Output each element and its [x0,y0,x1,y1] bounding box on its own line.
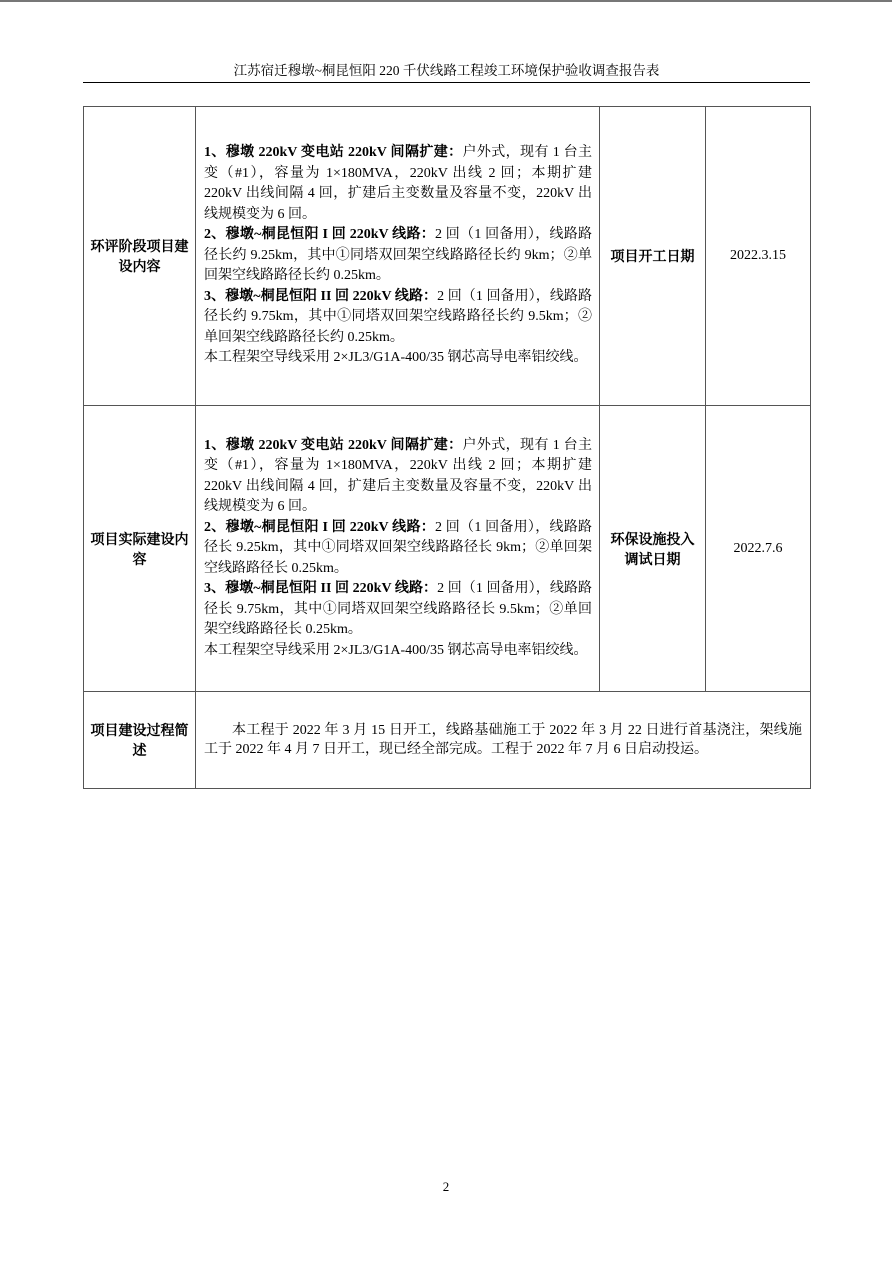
page-number: 2 [442,1179,450,1194]
content-item [204,143,592,225]
commissioning-date-label: 环保设施投入调试日期 [600,406,706,692]
content-item-text: 户外式，现有 1 台主变（#1），容量为 1×180MVA，220kV 出线 2 回；本期扩建 220kV 出线间隔 4 回，扩建后主变数量及容量不变，220kV 出线规模变为 6 回。 [204,437,592,515]
content-item-text: 2 回（1 回备用），线路路径长约 9.25km，其中①同塔双回架空线路路径长约 9km；②单回架空线路路径长约 0.25km。 [204,227,593,284]
actual-content-label: 项目实际建设内容 [84,406,196,692]
content-item-text: 2 回（1 回备用），线路路径长约 9.75km，其中①同塔双回架空线路路径长约 9.5km；②单回架空线路路径长约 0.25km。 [204,288,592,345]
content-item-heading: 1、穆墩 220kV 变电站 220kV 间隔扩建： [204,145,463,161]
content-item [204,641,592,662]
content-item-text: 2 回（1 回备用），线路路径长 9.75km，其中①同塔双回架空线路路径长 9.5km；②单回架空线路路径长 0.25km。 [204,581,592,638]
summary-label: 项目建设过程简述 [84,692,196,789]
content-item [204,436,592,518]
content-item-heading: 3、穆墩~桐昆恒阳 II 回 220kV 线路： [204,581,438,597]
content-item [204,348,592,369]
content-item-text: 本工程架空导线采用 2×JL3/G1A-400/35 钢芯高导电率铝绞线。 [204,350,588,366]
start-date-value: 2022.3.15 [706,107,811,406]
table-row-summary [84,692,811,789]
summary-cell [196,692,811,789]
content-item [204,287,592,349]
report-table [83,106,811,789]
content-item-heading: 3、穆墩~桐昆恒阳 II 回 220kV 线路： [204,288,438,304]
header-divider [83,82,810,83]
page-top-border [0,0,892,2]
commissioning-date-value: 2022.7.6 [706,406,811,692]
content-item-heading: 1、穆墩 220kV 变电站 220kV 间隔扩建： [204,437,463,453]
content-item [204,518,592,580]
content-item-text: 本工程架空导线采用 2×JL3/G1A-400/35 钢芯高导电率铝绞线。 [204,642,588,658]
content-item [204,579,592,641]
table-row-eia-content [84,107,811,406]
content-item-text: 2 回（1 回备用），线路路径长 9.25km，其中①同塔双回架空线路路径长 9km；②单回架空线路路径长 0.25km。 [204,519,593,576]
table-row-actual-content [84,406,811,692]
eia-content-cell [196,107,600,406]
actual-content-cell [196,406,600,692]
start-date-label: 项目开工日期 [600,107,706,406]
summary-text: 本工程于 2022 年 3 月 15 日开工，线路基础施工于 2022 年 3 月 22 日进行首基浇注，架线施工于 2022 年 4 月 7 日开工，现已经全部完成。工程于 2022 年 7 月 6 日启动投运。 [204,723,802,757]
eia-content-label: 环评阶段项目建设内容 [84,107,196,406]
content-item-text: 户外式，现有 1 台主变（#1），容量为 1×180MVA，220kV 出线 2 回；本期扩建 220kV 出线间隔 4 回，扩建后主变数量及容量不变，220kV 出线规模变为 6 回。 [204,145,592,222]
content-item-heading: 2、穆墩~桐昆恒阳 I 回 220kV 线路： [204,227,436,243]
report-header-title: 江苏宿迁穆墩~桐昆恒阳 220 千伏线路工程竣工环境保护验收调查报告表 [233,63,660,78]
content-item [204,225,592,287]
content-item-heading: 2、穆墩~桐昆恒阳 I 回 220kV 线路： [204,519,436,535]
